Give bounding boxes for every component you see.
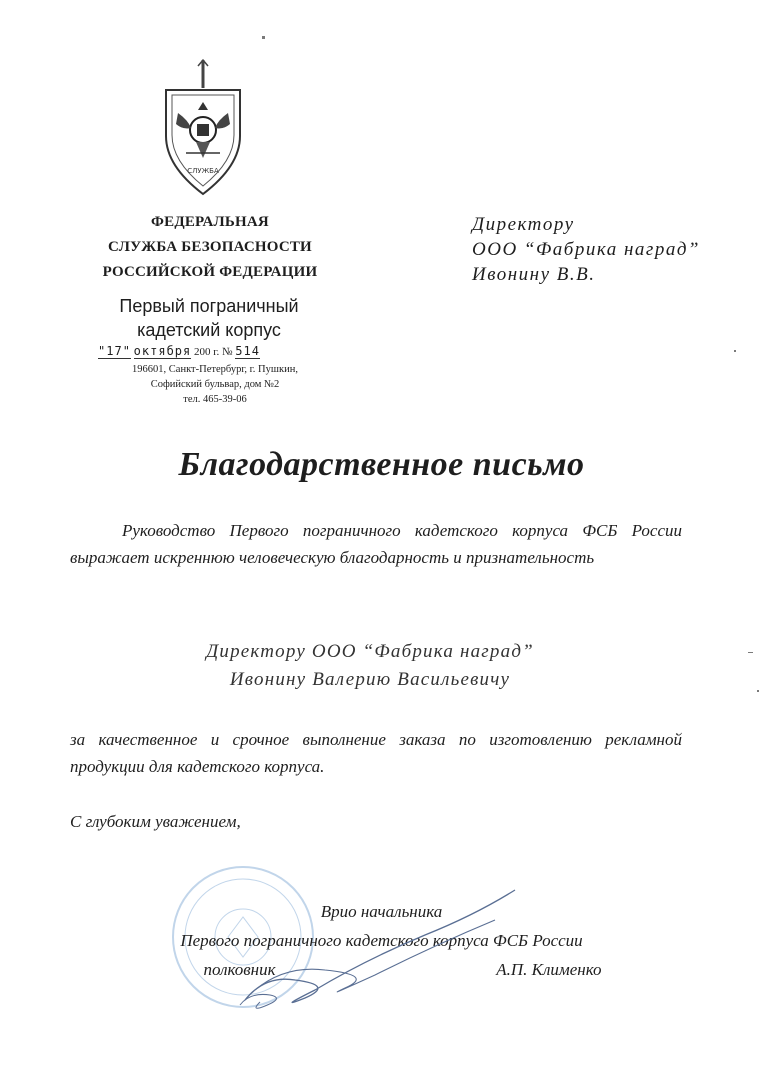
signature-scribble-icon <box>225 880 535 1020</box>
recipient-block <box>90 638 650 694</box>
addressee-line-3: Ивонину В.В. <box>472 264 596 285</box>
date-day: 17 <box>106 344 123 358</box>
address-line-1: 196601, Санкт-Петербург, г. Пушкин, <box>132 364 298 375</box>
signer-rank: полковник <box>203 960 276 979</box>
addressee-block <box>472 212 742 287</box>
date-year: 200 <box>194 346 211 358</box>
org-line-2: СЛУЖБА БЕЗОПАСНОСТИ <box>108 239 312 255</box>
position-line-2: Первого пограничного кадетского корпуса ФСБ России <box>180 931 583 950</box>
date-g: г. <box>213 346 220 358</box>
organization-name <box>80 210 340 285</box>
position-line-1: Врио начальника <box>320 902 443 921</box>
emblem-label: СЛУЖБА <box>187 167 219 175</box>
closing: С глубоким уважением, <box>70 812 241 831</box>
address-block <box>100 362 330 407</box>
unit-name <box>80 294 338 342</box>
date-number-line: "17" октября 200 г. № 514 <box>98 344 260 358</box>
unit-line-2: кадетский корпус <box>137 320 281 340</box>
number-value: 514 <box>235 344 260 358</box>
number-label: № <box>222 346 233 358</box>
letter-title: Благодарственное письмо <box>178 446 585 483</box>
unit-line-1: Первый пограничный <box>119 296 299 316</box>
addressee-line-2: ООО “Фабрика наград” <box>472 239 700 260</box>
recipient-line-2: Ивонину Валерию Васильевичу <box>229 669 511 690</box>
paragraph-2: за качественное и срочное выполнение заказа по изготовлению рекламной продукции для кадетского корпуса. <box>70 730 682 776</box>
org-line-3: РОССИЙСКОЙ ФЕДЕРАЦИИ <box>102 264 318 280</box>
signer-name: А.П. Клименко <box>496 960 602 979</box>
paragraph-1: Руководство Первого пограничного кадетского корпуса ФСБ России выражает искреннюю человеческую благодарность и признательность <box>70 521 682 567</box>
address-line-2: Софийский бульвар, дом №2 <box>150 379 280 390</box>
date-month: октября <box>133 344 192 358</box>
addressee-line-1: Директору <box>472 214 575 235</box>
recipient-line-1: Директору ООО “Фабрика наград” <box>206 641 534 662</box>
org-line-1: ФЕДЕРАЛЬНАЯ <box>151 214 269 230</box>
fsb-emblem-icon <box>158 58 248 198</box>
phone: тел. 465-39-06 <box>183 394 247 405</box>
